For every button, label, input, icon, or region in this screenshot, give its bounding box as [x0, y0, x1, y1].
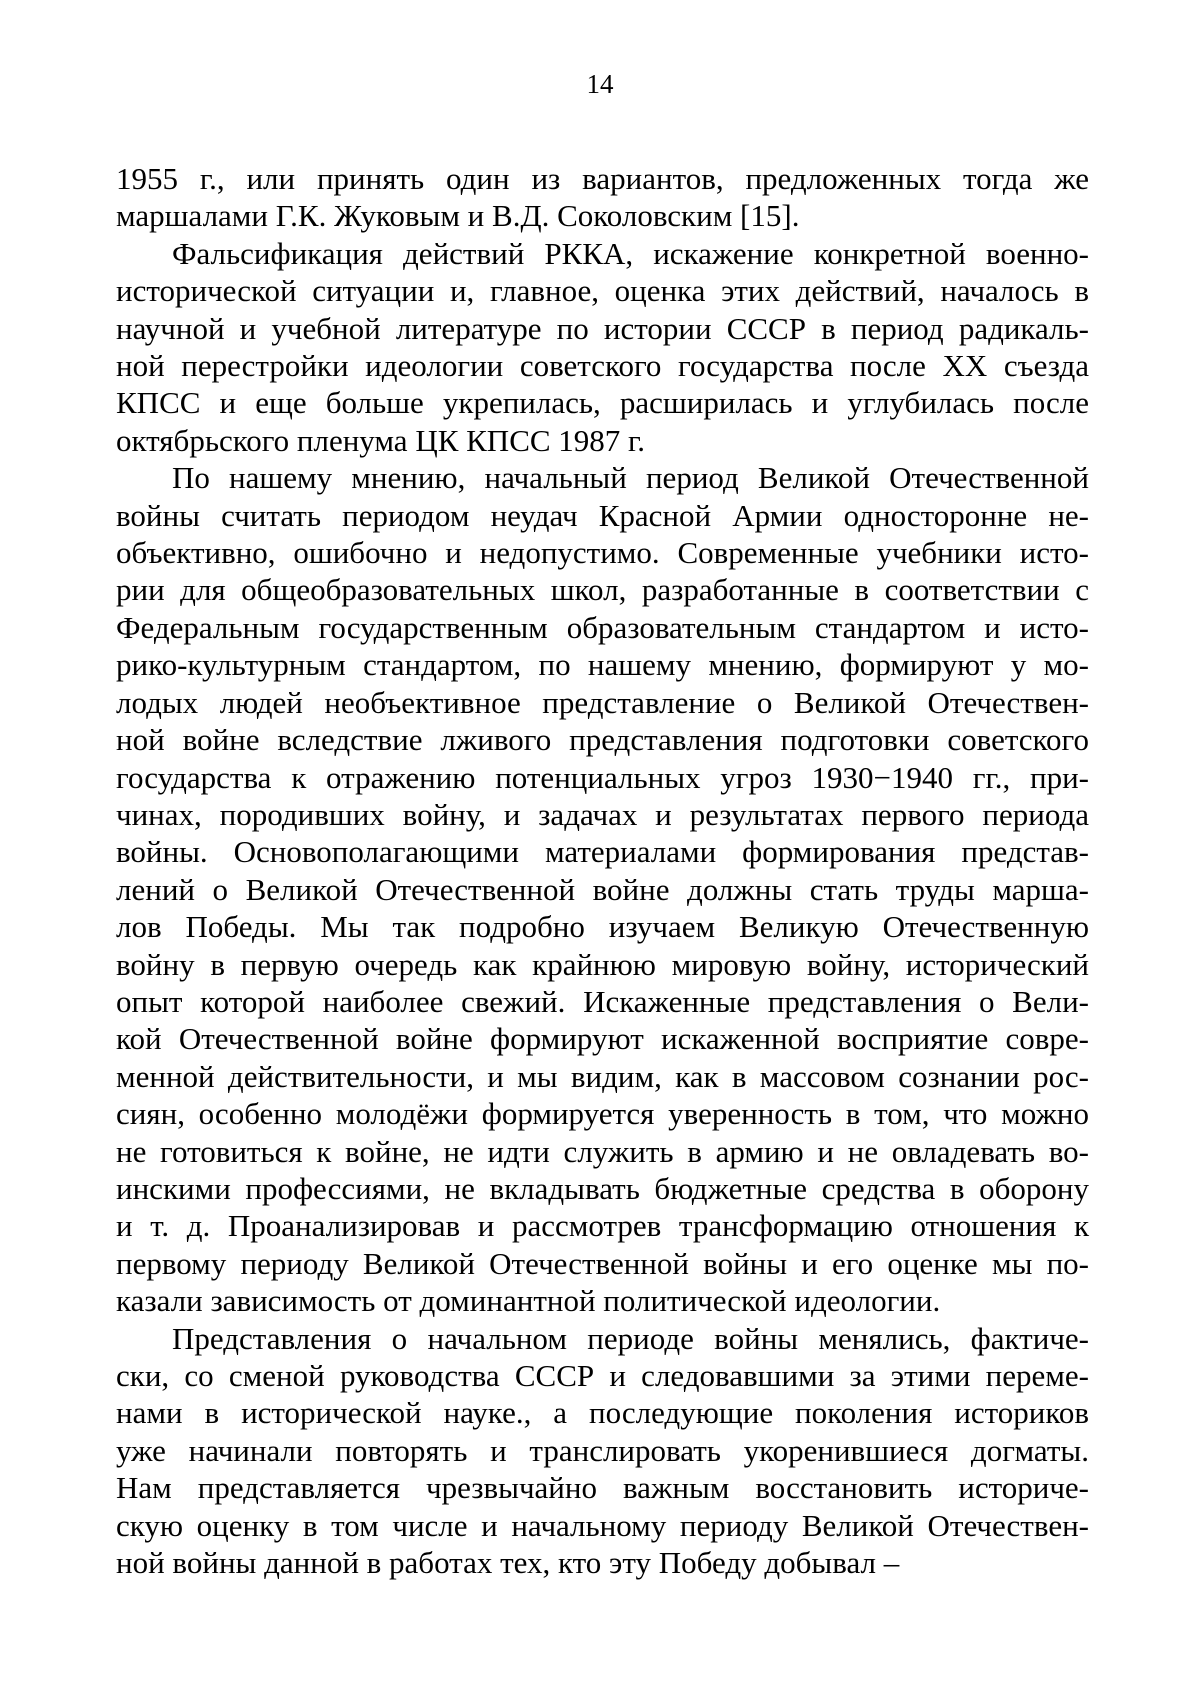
paragraph	[116, 235, 1089, 459]
text-line: менной действительности, и мы видим, как в массовом сознании рос-	[116, 1058, 1089, 1094]
text-line: По нашему мнению, начальный период Великой Отечественной	[172, 460, 1089, 496]
paragraph	[116, 160, 1089, 235]
text-line: лодых людей необъективное представление о Великой Отечествен-	[116, 684, 1089, 720]
paragraph	[116, 1320, 1089, 1582]
text-line: Федеральным государственным образовательным стандартом и исто-	[116, 609, 1089, 645]
text-line: объективно, ошибочно и недопустимо. Современные учебники исто-	[116, 535, 1089, 571]
text-line: кой Отечественной войне формируют искаженной восприятие совре-	[116, 1021, 1089, 1057]
text-line: и т. д. Проанализировав и рассмотрев трансформацию отношения к	[116, 1208, 1089, 1244]
text-line: войны. Основополагающими материалами формирования представ-	[116, 834, 1089, 870]
text-line: уже начинали повторять и транслировать укоренившиеся догматы.	[116, 1432, 1089, 1468]
text-line: КПСС и еще больше укрепилась, расширилась и углубилась после	[116, 385, 1089, 421]
text-line: Представления о начальном периоде войны менялись, фактиче-	[172, 1320, 1089, 1356]
text-line: ной войне вследствие лживого представления подготовки советского	[116, 722, 1089, 758]
text-line: казали зависимость от доминантной политической идеологии.	[116, 1283, 941, 1319]
text-line: 1955 г., или принять один из вариантов, предложенных тогда же	[116, 161, 1089, 196]
text-line: сиян, особенно молодёжи формируется уверенность в том, что можно	[116, 1096, 1089, 1132]
text-line: рико-культурным стандартом, по нашему мнению, формируют у мо-	[116, 647, 1089, 683]
text-line: Нам представляется чрезвычайно важным восстановить историче-	[116, 1470, 1089, 1506]
text-line: государства к отражению потенциальных угроз 1930−1940 гг., при-	[116, 759, 1089, 795]
page-number: 14	[586, 69, 614, 99]
text-line: лений о Великой Отечественной войне должны стать труды марша-	[116, 871, 1089, 907]
text-line: октябрьского пленума ЦК КПСС 1987 г.	[116, 422, 646, 458]
text-line: чинах, породивших войну, и задачах и результатах первого периода	[116, 796, 1089, 832]
text-line: инскими профессиями, не вкладывать бюджетные средства в оборону	[116, 1170, 1089, 1206]
text-line: нами в исторической науке., а последующие поколения историков	[116, 1395, 1089, 1431]
text-line: Фальсификация действий РККА, искажение конкретной военно-	[172, 235, 1089, 271]
text-body	[116, 160, 1089, 1581]
text-line: ной перестройки идеологии советского государства после XX съезда	[116, 348, 1089, 384]
text-line: рии для общеобразовательных школ, разработанные в соответствии с	[116, 572, 1089, 608]
text-line: маршалами Г.К. Жуковым и В.Д. Соколовским [15].	[116, 198, 800, 234]
text-line: не готовиться к войне, не идти служить в армию и не овладевать во-	[116, 1133, 1089, 1169]
text-line: научной и учебной литературе по истории СССР в период радикаль-	[116, 310, 1089, 346]
text-line: исторической ситуации и, главное, оценка этих действий, началось в	[116, 273, 1089, 309]
text-line: войны считать периодом неудач Красной Армии односторонне не-	[116, 497, 1089, 533]
text-line: ной войны данной в работах тех, кто эту Победу добывал –	[116, 1545, 900, 1581]
text-line: войну в первую очередь как крайнюю мировую войну, исторический	[116, 946, 1089, 982]
text-line: скую оценку в том числе и начальному периоду Великой Отечествен-	[116, 1507, 1089, 1543]
text-line: первому периоду Великой Отечественной войны и его оценке мы по-	[116, 1245, 1089, 1281]
text-line: ски, со сменой руководства СССР и следовавшими за этими переме-	[116, 1358, 1089, 1393]
text-line: лов Победы. Мы так подробно изучаем Великую Отечественную	[116, 909, 1089, 945]
text-line: опыт которой наиболее свежий. Искаженные представления о Вели-	[116, 983, 1089, 1019]
paragraph	[116, 459, 1089, 1319]
